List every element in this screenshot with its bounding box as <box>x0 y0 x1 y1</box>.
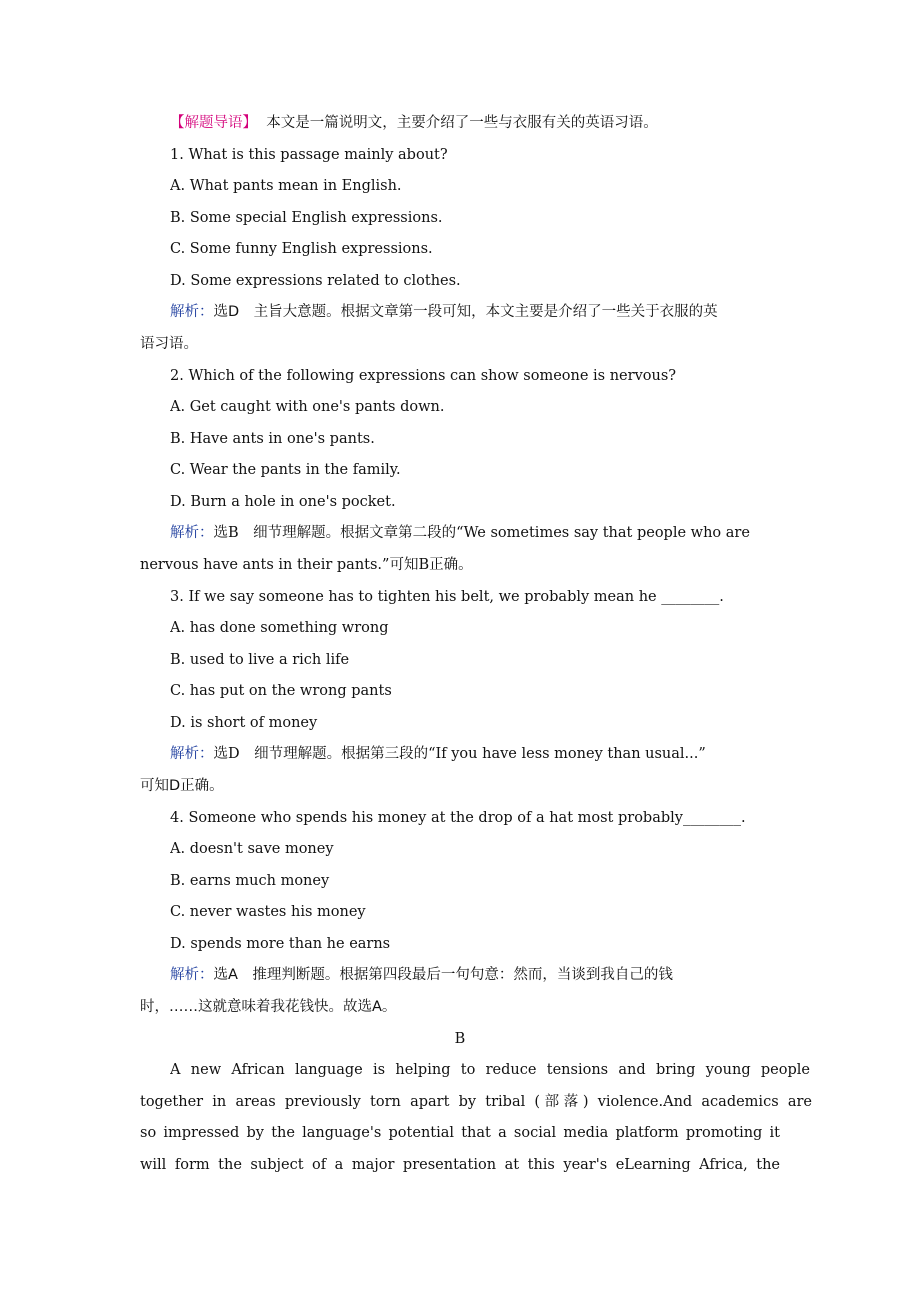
question-4-analysis-cont: 时，……这就意味着我花钱快。故选A。 <box>140 999 397 1015</box>
analysis-text: 选D 细节理解题。根据第三段的“If you have less money than usual...” <box>213 746 706 762</box>
question-2-option-b: B. Have ants in one's pants. <box>170 431 375 447</box>
passage-line-1: A new African language is helping to reduce tensions and bring young people <box>170 1062 810 1078</box>
analysis-text: 选D 主旨大意题。根据文章第一段可知，本文主要是介绍了一些关于衣服的英 <box>213 304 718 320</box>
question-1-analysis <box>170 302 820 322</box>
analysis-label: 解析： <box>170 967 214 983</box>
question-3-option-b: B. used to live a rich life <box>170 652 350 668</box>
intro-tag: 【解题导语】 <box>170 115 257 131</box>
passage-line-3: so impressed by the language's potential that a social media platform promoting it <box>140 1125 780 1141</box>
question-3-stem: 3. If we say someone has to tighten his belt, we probably mean he ________. <box>170 589 724 605</box>
question-2-analysis-cont: nervous have ants in their pants.”可知B正确。 <box>140 557 473 573</box>
analysis-text: 选A 推理判断题。根据第四段最后一句句意：然而，当谈到我自己的钱 <box>213 967 673 983</box>
question-3-option-c: C. has put on the wrong pants <box>170 683 392 699</box>
question-1-option-a: A. What pants mean in English. <box>170 178 402 194</box>
question-4-stem: 4. Someone who spends his money at the drop of a hat most probably________. <box>170 810 746 826</box>
question-3-option-a: A. has done something wrong <box>170 620 389 636</box>
question-1-option-c: C. Some funny English expressions. <box>170 241 433 257</box>
question-4-option-c: C. never wastes his money <box>170 904 366 920</box>
question-2-option-d: D. Burn a hole in one's pocket. <box>170 494 396 510</box>
intro-line <box>170 113 820 133</box>
question-3-analysis-cont: 可知D正确。 <box>140 778 224 794</box>
question-2-analysis <box>170 523 820 543</box>
analysis-label: 解析： <box>170 525 214 541</box>
passage-line-4: will form the subject of a major presentation at this year's eLearning Africa, the <box>140 1157 780 1173</box>
question-2-option-a: A. Get caught with one's pants down. <box>170 399 445 415</box>
analysis-label: 解析： <box>170 746 214 762</box>
intro-text: 本文是一篇说明文，主要介绍了一些与衣服有关的英语习语。 <box>266 115 658 131</box>
question-3-option-d: D. is short of money <box>170 715 318 731</box>
question-3-analysis <box>170 744 820 764</box>
question-4-option-d: D. spends more than he earns <box>170 936 391 952</box>
question-1-analysis-cont: 语习语。 <box>140 336 198 352</box>
question-4-option-b: B. earns much money <box>170 873 330 889</box>
question-2-option-c: C. Wear the pants in the family. <box>170 462 401 478</box>
passage-line-2: together in areas previously torn apart by tribal (部落) violence.And academics are <box>140 1094 812 1110</box>
question-1-stem: 1. What is this passage mainly about? <box>170 147 448 163</box>
question-4-analysis <box>170 965 820 985</box>
question-1-option-b: B. Some special English expressions. <box>170 210 443 226</box>
analysis-label: 解析： <box>170 304 214 320</box>
question-2-stem: 2. Which of the following expressions can show someone is nervous? <box>170 368 677 384</box>
section-heading: B <box>454 1031 466 1047</box>
question-1-option-d: D. Some expressions related to clothes. <box>170 273 461 289</box>
question-4-option-a: A. doesn't save money <box>170 841 334 857</box>
analysis-text: 选B 细节理解题。根据文章第二段的“We sometimes say that people who are <box>213 525 750 541</box>
